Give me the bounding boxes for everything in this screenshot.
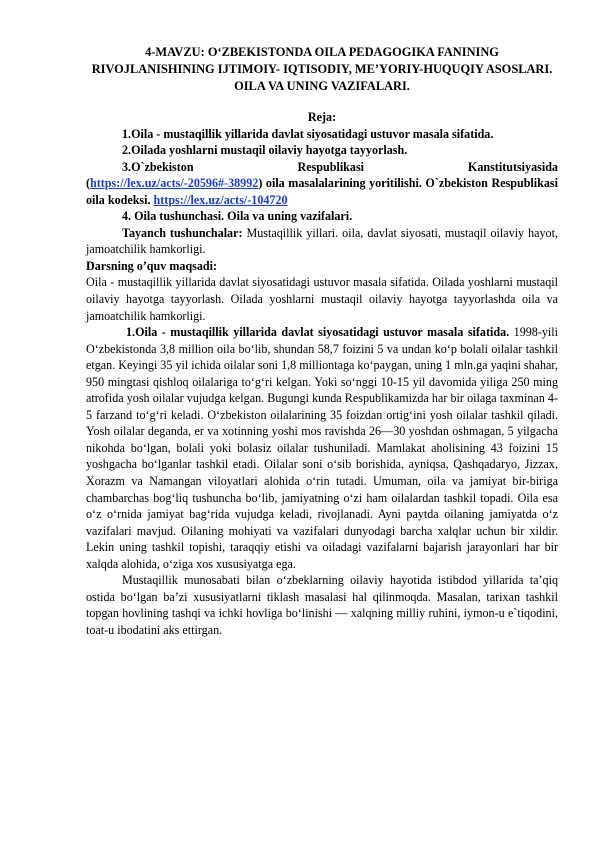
section-1-paragraph bbox=[86, 324, 558, 572]
section-1-text: 1998-yili O‘zbekistonda 3,8 million oila bo‘lib, shundan 58,7 foizini 5 va undan ko‘p bolali oilalar tashkil etgan. Keyingi 35 yil ichida oilalar soni 1,8 milliontaga ko‘paygan, uning 1 mln.ga yaqini shahar, 950 mingtasi qishloq oilalariga to‘g‘ri kelgan. Yoki so‘nggi 10-15 yil davomida yiliga 250 ming atrofida yosh oilalar vujudga kelgan. Bugungi kunda Respublikamizda har bir oilaga taxminan 4-5 farzand to‘g‘ri keladi. O‘zbekiston oilalarining 35 foizdan ortig‘ini yosh oilalar tashkil qiladi. Yosh oilalar deganda, er va xotinning yoshi mos ravishda 26—30 yoshdan oshmagan, 5 yilgacha nikohda bo‘lgan, bolali yoki bolasiz oilalar tushuniladi. Mamlakat aholisining 43 foizini 15 yoshgacha bo‘lganlar tashkil etadi. Oilalar soni o‘sib borishida, ayniqsa, Qashqadaryo, Jizzax, Xorazm va Namangan viloyatlari alohida o‘rin tutadi. Umuman, oila va jamiyat bir-biriga chambarchas bog‘liq tushuncha bo‘lib, jamiyatning o‘zi ham oilalardan tashkil topadi. Oila esa o‘z o‘rnida jamiyat bag‘rida vujudga keladi, rivojlanadi. Ayni paytda oilaning jamiyatda o‘z vazifalari mavjud. Oilaning mohiyati va vazifalari dunyodagi barcha xalqlar uchun bir xildir. Lekin uning tashkil topishi, taraqqiy etishi va oiladagi vazifalarni bajarish jarayonlari har bir xalqda alohida, o‘ziga xos xususiyatga ega. bbox=[86, 325, 558, 571]
plan-heading: Reja: bbox=[307, 110, 337, 124]
plan-item-3-word-1: 3.O`zbekiston bbox=[122, 159, 194, 174]
family-code-link[interactable]: https://lex.uz/acts/-104720 bbox=[153, 192, 288, 207]
document-page bbox=[86, 44, 558, 639]
goal-text: Oila - mustaqillik yillarida davlat siyosatidagi ustuvor masala sifatida. Oilada yoshlarni mustaqil oilaviy hayotga tayyorlash. Oilada yoshlarni mustaqil oilaviy hayotga tayyorlashda oila va jamoatchilik hamkorligi. bbox=[86, 275, 558, 323]
key-terms-label: Tayanch tushunchalar: bbox=[122, 225, 243, 240]
key-terms-paragraph bbox=[86, 225, 558, 258]
plan-item-3-open: ( bbox=[86, 176, 91, 191]
paragraph-2: Mustaqillik munosabati bilan o‘zbeklarning oilaviy hayotida istibdod yillarida ta’qiq ostida bo‘lgan ba’zi xususiyatlarni tiklash masalasi hal qilinmoqda. Masalan, tarixan tashkil topgan hovlining tashqi va ichki hovliga bo‘linishi — xalqning milliy ruhini, iymon-u e`tiqodini, toat-u ibodatini aks ettirgan. bbox=[86, 573, 558, 637]
key-terms-text: Mustaqillik yillari. oila, davlat siyosati, mustaqil oilaviy hayot, jamoatchilik hamkorligi. bbox=[86, 225, 558, 257]
plan-item-3-rest: ) oila masalalarining yoritilishi. O`zbekiston Respublikasi oila kodeksi. bbox=[86, 176, 558, 207]
plan-item-3-word-3: Kanstitutsiyasida bbox=[467, 159, 558, 174]
section-1-heading: 1.Oila - mustaqillik yillarida davlat siyosatidagi ustuvor masala sifatida. bbox=[126, 325, 510, 340]
plan-item-3-continuation bbox=[86, 175, 558, 208]
plan-item-2: 2.Oilada yoshlarni mustaqil oilaviy hayotga tayyorlash. bbox=[122, 143, 408, 158]
plan-item-1: 1.Oila - mustaqillik yillarida davlat siyosatidagi ustuvor masala sifatida. bbox=[122, 126, 494, 141]
plan-item-3-word-2: Respublikasi bbox=[297, 159, 365, 174]
constitution-link[interactable]: https://lex.uz/acts/-20596#-38992 bbox=[90, 176, 259, 191]
plan-item-4: 4. Oila tushunchasi. Oila va uning vazifalari. bbox=[122, 209, 353, 224]
goal-heading: Darsning o’quv maqsadi: bbox=[86, 258, 218, 273]
plan-item-3-line bbox=[86, 159, 558, 176]
page-title: 4-MAVZU: O‘ZBEKISTONDA OILA PEDAGOGIKA FANINING RIVOJLANISHINING IJTIMOIY- IQTISODIY, ME’YORIY-HUQUQIY ASOSLARI. OILA VA UNING VAZIFALARI. bbox=[91, 45, 553, 93]
